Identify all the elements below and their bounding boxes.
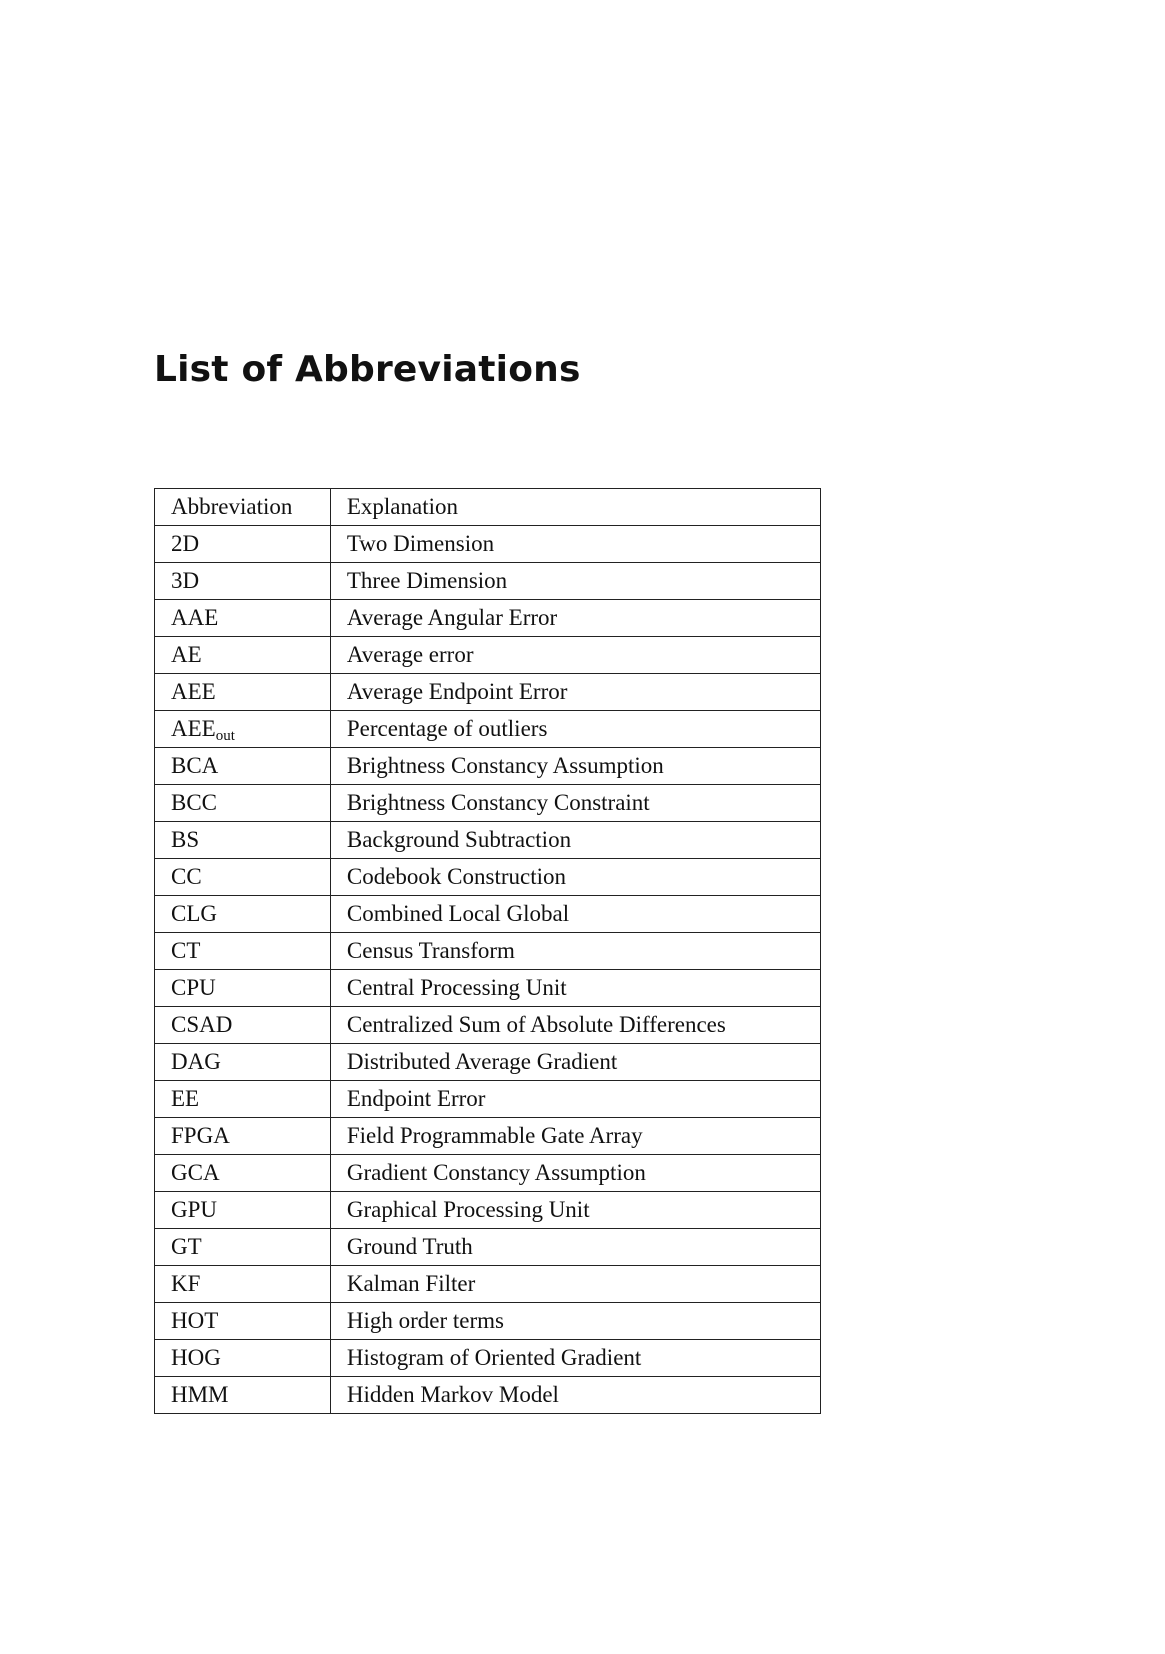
abbreviation-cell bbox=[155, 1303, 331, 1340]
abbreviation-text: HMM bbox=[171, 1382, 229, 1407]
table-row bbox=[155, 711, 821, 748]
explanation-cell: Kalman Filter bbox=[330, 1266, 820, 1303]
abbreviation-cell bbox=[155, 674, 331, 711]
table-row bbox=[155, 748, 821, 785]
explanation-cell: Brightness Constancy Assumption bbox=[330, 748, 820, 785]
abbreviation-text: GCA bbox=[171, 1160, 220, 1185]
abbreviation-cell bbox=[155, 1118, 331, 1155]
header-explanation: Explanation bbox=[330, 489, 820, 526]
explanation-cell: Average Endpoint Error bbox=[330, 674, 820, 711]
abbreviation-cell bbox=[155, 1266, 331, 1303]
explanation-cell: High order terms bbox=[330, 1303, 820, 1340]
abbreviation-cell bbox=[155, 748, 331, 785]
abbreviation-cell bbox=[155, 1081, 331, 1118]
table-row bbox=[155, 1007, 821, 1044]
explanation-cell: Histogram of Oriented Gradient bbox=[330, 1340, 820, 1377]
table-row bbox=[155, 600, 821, 637]
abbreviation-text: 3D bbox=[171, 568, 200, 593]
abbreviation-text: DAG bbox=[171, 1049, 221, 1074]
table-row bbox=[155, 1155, 821, 1192]
abbreviation-text: EE bbox=[171, 1086, 200, 1111]
abbreviation-text: HOT bbox=[171, 1308, 219, 1333]
table-row bbox=[155, 563, 821, 600]
abbreviation-cell bbox=[155, 822, 331, 859]
abbreviation-cell bbox=[155, 970, 331, 1007]
explanation-cell: Endpoint Error bbox=[330, 1081, 820, 1118]
abbreviation-text: CSAD bbox=[171, 1012, 233, 1037]
abbreviation-subscript: out bbox=[215, 728, 235, 744]
abbreviation-text: 2D bbox=[171, 531, 200, 556]
abbreviation-cell bbox=[155, 1377, 331, 1414]
abbreviation-cell bbox=[155, 1192, 331, 1229]
table-row bbox=[155, 1303, 821, 1340]
explanation-cell: Two Dimension bbox=[330, 526, 820, 563]
explanation-cell: Brightness Constancy Constraint bbox=[330, 785, 820, 822]
table-row bbox=[155, 1340, 821, 1377]
abbreviation-text: AAE bbox=[171, 605, 219, 630]
explanation-cell: Gradient Constancy Assumption bbox=[330, 1155, 820, 1192]
table-row bbox=[155, 896, 821, 933]
table-row bbox=[155, 785, 821, 822]
abbreviation-text: FPGA bbox=[171, 1123, 230, 1148]
table-header-row bbox=[155, 489, 821, 526]
abbreviation-table bbox=[154, 488, 821, 1414]
table-row bbox=[155, 1266, 821, 1303]
table-row bbox=[155, 970, 821, 1007]
abbreviation-text: CT bbox=[171, 938, 201, 963]
explanation-cell: Ground Truth bbox=[330, 1229, 820, 1266]
abbreviation-cell bbox=[155, 563, 331, 600]
abbreviation-text: KF bbox=[171, 1271, 201, 1296]
explanation-cell: Three Dimension bbox=[330, 563, 820, 600]
explanation-cell: Census Transform bbox=[330, 933, 820, 970]
abbreviation-cell bbox=[155, 859, 331, 896]
explanation-cell: Average error bbox=[330, 637, 820, 674]
abbreviation-cell bbox=[155, 1340, 331, 1377]
abbreviation-cell bbox=[155, 1007, 331, 1044]
abbreviation-cell bbox=[155, 785, 331, 822]
table-row bbox=[155, 822, 821, 859]
abbreviation-cell bbox=[155, 600, 331, 637]
abbreviation-cell bbox=[155, 896, 331, 933]
abbreviation-cell bbox=[155, 637, 331, 674]
abbreviation-text: BCA bbox=[171, 753, 219, 778]
abbreviation-text: AEE bbox=[171, 679, 216, 704]
abbreviation-text: BCC bbox=[171, 790, 218, 815]
abbreviation-text: HOG bbox=[171, 1345, 221, 1370]
explanation-cell: Average Angular Error bbox=[330, 600, 820, 637]
explanation-cell: Background Subtraction bbox=[330, 822, 820, 859]
abbreviation-text: BS bbox=[171, 827, 200, 852]
abbreviation-text: AEE bbox=[171, 716, 216, 741]
explanation-cell: Distributed Average Gradient bbox=[330, 1044, 820, 1081]
abbreviation-cell bbox=[155, 526, 331, 563]
explanation-cell: Combined Local Global bbox=[330, 896, 820, 933]
table-row bbox=[155, 1044, 821, 1081]
abbreviation-text: CLG bbox=[171, 901, 217, 926]
explanation-cell: Codebook Construction bbox=[330, 859, 820, 896]
table-row bbox=[155, 1081, 821, 1118]
abbreviation-text: GT bbox=[171, 1234, 202, 1259]
abbreviation-text: AE bbox=[171, 642, 202, 667]
page-title: List of Abbreviations bbox=[154, 349, 581, 390]
abbreviation-cell bbox=[155, 1155, 331, 1192]
explanation-cell: Hidden Markov Model bbox=[330, 1377, 820, 1414]
abbreviation-cell bbox=[155, 711, 331, 748]
table-row bbox=[155, 859, 821, 896]
table-row bbox=[155, 526, 821, 563]
explanation-cell: Graphical Processing Unit bbox=[330, 1192, 820, 1229]
table-body bbox=[155, 526, 821, 1414]
explanation-cell: Field Programmable Gate Array bbox=[330, 1118, 820, 1155]
header-abbreviation: Abbreviation bbox=[155, 489, 331, 526]
explanation-cell: Percentage of outliers bbox=[330, 711, 820, 748]
explanation-cell: Central Processing Unit bbox=[330, 970, 820, 1007]
table-row bbox=[155, 637, 821, 674]
table-row bbox=[155, 933, 821, 970]
abbreviation-cell bbox=[155, 1044, 331, 1081]
abbreviation-cell bbox=[155, 933, 331, 970]
abbreviation-text: CPU bbox=[171, 975, 216, 1000]
abbreviation-cell bbox=[155, 1229, 331, 1266]
explanation-cell: Centralized Sum of Absolute Differences bbox=[330, 1007, 820, 1044]
abbreviation-text: CC bbox=[171, 864, 202, 889]
table-row bbox=[155, 1118, 821, 1155]
table-row bbox=[155, 1229, 821, 1266]
abbreviation-text: GPU bbox=[171, 1197, 218, 1222]
table-row bbox=[155, 674, 821, 711]
table-row bbox=[155, 1377, 821, 1414]
table-row bbox=[155, 1192, 821, 1229]
